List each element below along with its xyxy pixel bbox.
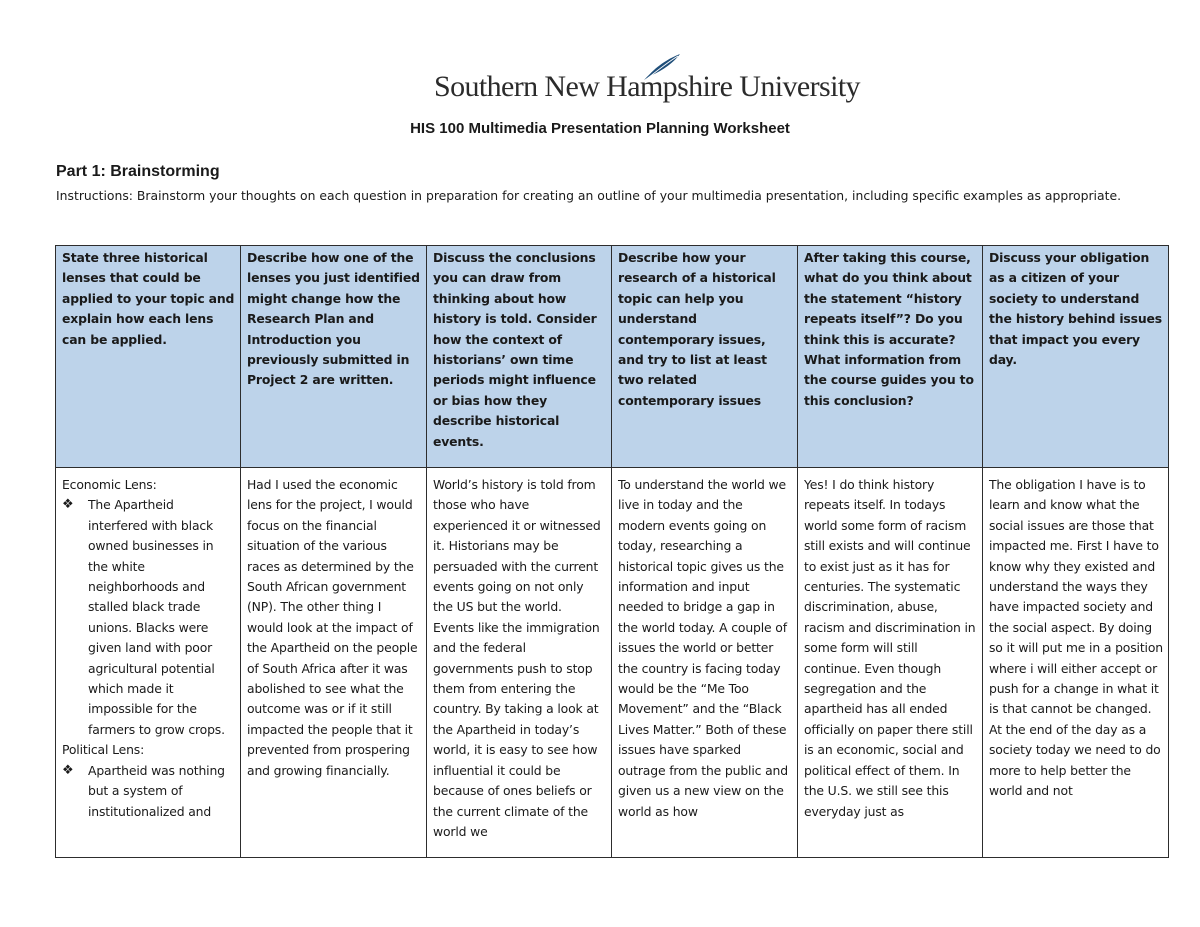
answer-cell-lens-change: Had I used the economic lens for the project, I would focus on the financial situation of the various races as determined by the South African government (NP). The other thing I would look at the impact of the Apartheid on the people of South Africa after it was abolished to see what the outcome was or if it still impacted the people that it prevented from prospering and growing financially. — [241, 468, 427, 858]
header-cell-lenses: State three historical lenses that could be applied to your topic and explain how each lens can be applied. — [56, 246, 241, 468]
header-cell-contemporary-issues: Describe how your research of a historical topic can help you understand contemporary issues, and try to list at least two related contemporary issues — [612, 246, 798, 468]
political-lens-block — [62, 740, 235, 822]
header-cell-conclusions: Discuss the conclusions you can draw from thinking about how history is told. Consider how the context of historians’ own time periods might influence or bias how they describe historical events. — [427, 246, 612, 468]
document-title: HIS 100 Multimedia Presentation Planning Worksheet — [410, 120, 790, 137]
list-item — [62, 761, 235, 822]
answer-cell-lenses — [56, 468, 241, 858]
header-cell-obligation: Discuss your obligation as a citizen of your society to understand the history behind issues that impact you every day. — [983, 246, 1169, 468]
diamond-bullet-icon: ❖ — [62, 497, 74, 513]
answer-cell-history-repeats: Yes! I do think history repeats itself. In todays world some form of racism still exists and will continue to exist just as it has for centuries. The systematic discrimination, abuse, racism and discrimination in some form will still continue. Even though segregation and the apartheid has all ended officially on paper there still is an economic, social and political effect of them. In the U.S. we still see this everyday just as — [798, 468, 983, 858]
university-name: Southern New Hampshire University — [434, 70, 860, 103]
header-row — [56, 246, 1169, 468]
list-item — [62, 495, 235, 740]
table-row — [56, 468, 1169, 858]
diamond-bullet-icon: ❖ — [62, 762, 74, 778]
header-cell-lens-change: Describe how one of the lenses you just identified might change how the Research Plan and Introduction you previously submitted in Project 2 are written. — [241, 246, 427, 468]
answer-cell-conclusions: World’s history is told from those who have experienced it or witnessed it. Historians may be persuaded with the current events going on not only the US but the world. Events like the immigration and the federal governments push to stop them from entering the country. By taking a look at the Apartheid in today’s world, it is easy to see how influential it could be because of ones beliefs or the current climate of the world we — [427, 468, 612, 858]
political-lens-text: Apartheid was nothing but a system of institutionalized and — [88, 762, 225, 819]
economic-lens-label: Economic Lens: — [62, 477, 157, 492]
part-1-heading: Part 1: Brainstorming — [56, 163, 220, 180]
economic-lens-text: The Apartheid interfered with black owned businesses in the white neighborhoods and stalled black trade unions. Blacks were given land with poor agricultural potential which made it impossible for the farmers to grow crops. — [88, 497, 225, 737]
answer-cell-obligation: The obligation I have is to learn and know what the social issues are those that impacted me. First I have to know why they existed and understand the ways they have impacted society and the social aspect. By doing so it will put me in a position where i will either accept or push for a change in what it is that cannot be changed. At the end of the day as a society today we need to do more to help better the world and not — [983, 468, 1169, 858]
planning-table — [55, 245, 1169, 858]
political-lens-label: Political Lens: — [62, 742, 145, 758]
answer-cell-contemporary-issues: To understand the world we live in today and the modern events going on today, researching a historical topic gives us the information and input needed to bridge a gap in the world today. A couple of issues the world or better the country is facing today would be the “Me Too Movement” and the “Black Lives Matter.” Both of these issues have sparked outrage from the public and given us a new view on the world as how — [612, 468, 798, 858]
economic-lens-block — [62, 475, 235, 740]
instructions-text: Instructions: Brainstorm your thoughts on each question in preparation for creating an outline of your multimedia presentation, including specific examples as appropriate. — [56, 188, 1122, 203]
header-cell-history-repeats: After taking this course, what do you think about the statement “history repeats itself”? Do you think this is accurate? What information from the course guides you to this conclusion? — [798, 246, 983, 468]
